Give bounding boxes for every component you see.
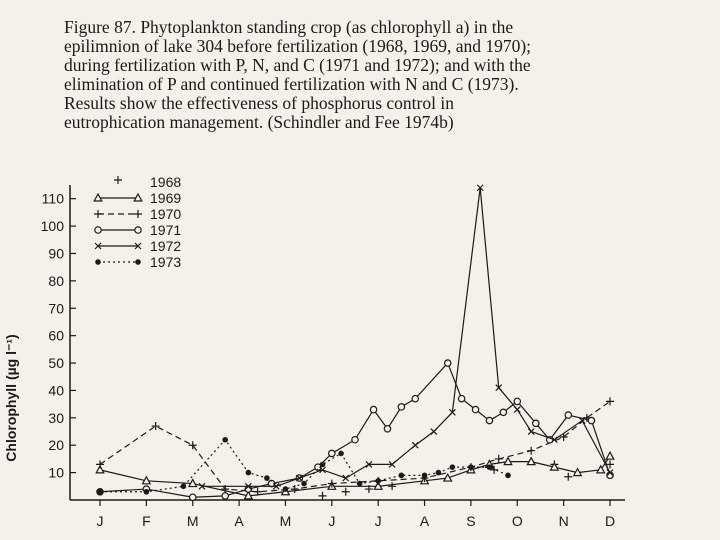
caption-line: eutrophication management. (Schindler and Fee 1974b) (64, 112, 454, 132)
y-tick-label: 20 (48, 437, 64, 454)
data-point (527, 447, 535, 455)
data-point (144, 489, 150, 495)
data-point (388, 482, 396, 490)
y-tick-label: 90 (48, 245, 64, 262)
data-point (588, 417, 594, 423)
data-point (319, 492, 327, 500)
data-point (412, 395, 418, 401)
data-point (564, 473, 572, 481)
series-1973 (97, 437, 511, 495)
data-point (495, 455, 503, 463)
data-point (487, 464, 493, 470)
data-point (246, 470, 252, 476)
data-point (445, 360, 451, 366)
data-point (450, 464, 456, 470)
data-point (338, 451, 344, 457)
x-tick-label: J (374, 513, 382, 529)
series-1968 (319, 460, 614, 500)
data-point (181, 484, 187, 490)
data-point (283, 486, 289, 492)
series-1970 (96, 397, 614, 495)
data-point (357, 481, 363, 487)
y-tick-label: 80 (48, 272, 64, 289)
x-tick-label: J (96, 513, 104, 529)
caption-line: during fertilization with P, N, and C (1971 and 1972); and with the (64, 55, 531, 75)
data-point (190, 494, 196, 500)
series-1971 (97, 360, 613, 501)
data-point (486, 417, 492, 423)
data-point (152, 422, 160, 430)
x-tick-label: A (234, 513, 244, 529)
y-tick-label: 10 (48, 464, 64, 481)
data-point (399, 473, 405, 479)
series-line (100, 401, 610, 491)
data-point (431, 429, 437, 435)
data-point (329, 450, 335, 456)
legend-label: 1972 (150, 238, 182, 254)
data-point (95, 259, 101, 265)
legend-item-1969 (94, 190, 181, 206)
legend-item-1972 (95, 238, 181, 254)
data-point (606, 397, 614, 405)
data-point (352, 437, 358, 443)
data-point (565, 412, 571, 418)
legend-item-1968 (114, 174, 181, 190)
data-point (412, 442, 418, 448)
x-tick-label: S (466, 513, 476, 529)
data-point (500, 409, 506, 415)
legend-item-1973 (95, 254, 181, 270)
series-1972 (199, 185, 613, 490)
data-point (384, 426, 390, 432)
x-tick-label: O (511, 513, 523, 529)
data-point (514, 398, 520, 404)
data-point (222, 493, 228, 499)
data-point (114, 176, 122, 184)
data-point (422, 473, 428, 479)
legend-item-1970 (94, 206, 181, 222)
y-tick-label: 50 (48, 355, 64, 372)
legend (94, 174, 181, 270)
data-point (370, 406, 376, 412)
y-tick-label: 60 (48, 327, 64, 344)
caption-line: Figure 87. Phytoplankton standing crop (as chlorophyll a) in the (64, 17, 514, 37)
data-point (436, 470, 442, 476)
legend-label: 1968 (150, 174, 182, 190)
data-point (134, 210, 142, 218)
data-point (97, 489, 103, 495)
caption-line: epilimnion of lake 304 before fertilization (1968, 1969, and 1970); (64, 36, 532, 56)
chlorophyll-line-chart (0, 160, 720, 540)
legend-label: 1970 (150, 206, 182, 222)
y-tick-label: 110 (41, 190, 64, 207)
y-tick-label: 70 (48, 300, 64, 317)
data-point (96, 460, 104, 468)
y-tick-label: 40 (48, 382, 64, 399)
data-point (472, 406, 478, 412)
legend-label: 1969 (150, 190, 182, 206)
data-point (514, 407, 520, 413)
data-point (458, 395, 464, 401)
figure-caption (64, 18, 704, 132)
legend-label: 1971 (150, 222, 182, 238)
data-point (301, 481, 307, 487)
data-point (468, 464, 474, 470)
data-point (135, 227, 141, 233)
data-point (95, 227, 101, 233)
caption-line: Results show the effectiveness of phosphorus control in (64, 93, 454, 113)
data-point (528, 429, 534, 435)
data-point (342, 488, 350, 496)
x-axis-ticks (97, 500, 616, 529)
y-axis-label: Chlorophyll (µg l⁻¹) (3, 334, 19, 462)
data-point (505, 473, 511, 479)
data-point (320, 462, 326, 468)
data-point (398, 404, 404, 410)
data-point (94, 210, 102, 218)
x-tick-label: M (279, 513, 292, 529)
data-point (291, 485, 299, 493)
series-line (100, 363, 610, 497)
data-point (533, 420, 539, 426)
caption-line: elimination of P and continued fertilization with N and C (1973). (64, 74, 519, 94)
x-tick-label: A (419, 513, 430, 529)
data-point (222, 437, 228, 443)
data-point (375, 478, 381, 484)
data-point (135, 259, 141, 265)
data-point (606, 452, 614, 459)
legend-label: 1973 (150, 254, 182, 270)
x-tick-label: M (186, 513, 199, 529)
x-tick-label: N (558, 513, 569, 529)
x-tick-label: J (328, 513, 336, 529)
x-tick-label: F (142, 513, 151, 529)
data-point (264, 475, 270, 481)
y-tick-label: 30 (48, 409, 64, 426)
data-point (343, 475, 349, 481)
legend-item-1971 (95, 222, 182, 238)
y-tick-label: 100 (40, 218, 64, 235)
x-tick-label: D (604, 513, 616, 529)
